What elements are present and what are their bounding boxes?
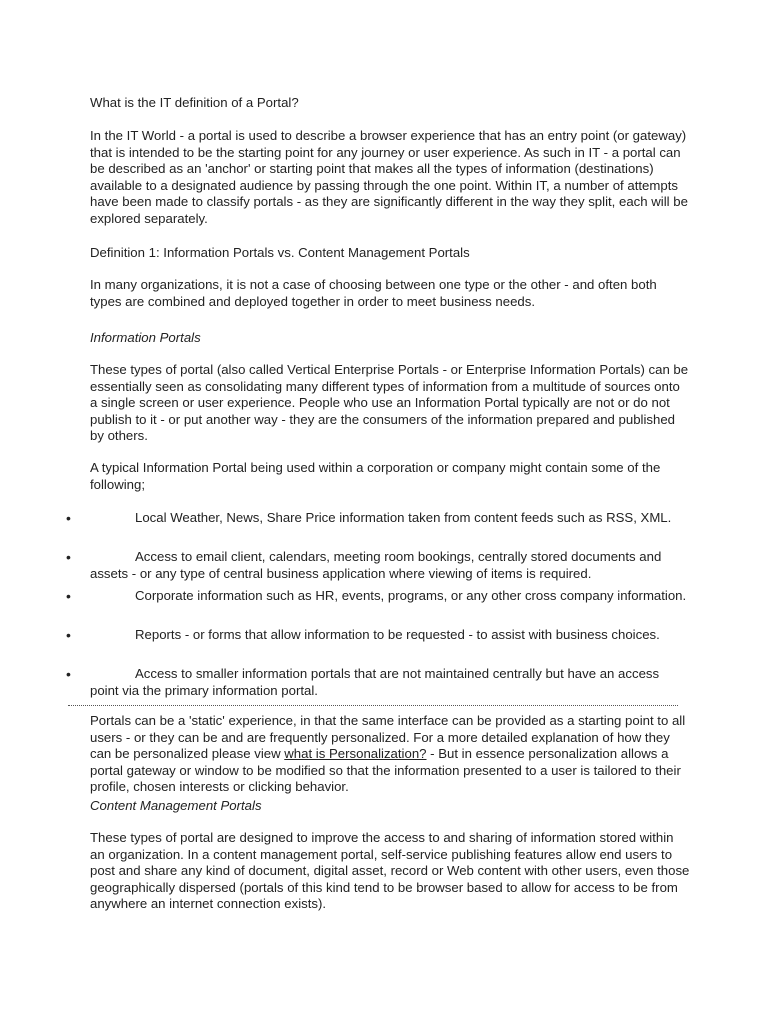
list-item-text: Local Weather, News, Share Price information taken from content feeds such as RSS, XML. (135, 510, 672, 525)
bullet-icon: • (66, 588, 71, 604)
definition-paragraph: In many organizations, it is not a case of choosing between one type or the other - and often both types are combined and deployed together in order to meet business needs. (90, 277, 657, 309)
list-item-text: Reports - or forms that allow information to be requested - to assist with business choices. (135, 627, 660, 642)
bullet-icon: • (66, 549, 71, 565)
static-experience-paragraph (90, 713, 690, 796)
list-item-text: Access to smaller information portals that are not maintained centrally but have an access point via the primary information portal. (90, 666, 660, 698)
list-item (66, 510, 690, 527)
page-title: What is the IT definition of a Portal? (90, 95, 299, 110)
personalization-link[interactable]: what is Personalization? (284, 746, 427, 762)
bullet-icon: • (66, 627, 71, 643)
typical-portal-paragraph: A typical Information Portal being used within a corporation or company might contain some of the following; (90, 460, 661, 492)
list-item (66, 588, 690, 605)
list-item-text: Access to email client, calendars, meeting room bookings, centrally stored documents and assets - or any type of central business application where viewing of items is required. (90, 549, 662, 581)
information-portals-heading: Information Portals (90, 330, 201, 345)
information-portals-paragraph: These types of portal (also called Vertical Enterprise Portals - or Enterprise Information Portals) can be essentially seen as consolidating many different types of information from a multitude of sources onto a single screen or user experience. People who use an Information Portal typically are not or do not publish to it - or put another way - they are the consumers of the information prepared and published by others. (90, 362, 689, 444)
static-text-part2: - But in essence personalization allows a portal gateway or window to be modified so that the information presented to a user is tailored to their profile, chosen interests or clicking behavior. (90, 746, 681, 795)
content-management-portals-heading: Content Management Portals (90, 798, 262, 813)
static-text-part1: Portals can be a 'static' experience, in that the same interface can be provided as a starting point to all users - or they can be and are frequently personalized. For a more detailed explanation of how they can be personalized please view (90, 713, 686, 762)
list-item (66, 666, 690, 699)
intro-paragraph: In the IT World - a portal is used to describe a browser experience that has an entry point (or gateway) that is intended to be the starting point for any journey or user experience. As such in IT - a portal can be described as an 'anchor' or starting point that makes all the types of information (destinations) available to a designated audience by passing through the one point. Within IT, a number of attempts have been made to classify portals - as they are significantly different in the way they split, each will be explored separately. (90, 128, 688, 226)
section-divider (68, 705, 678, 706)
definition-heading: Definition 1: Information Portals vs. Content Management Portals (90, 245, 470, 260)
bullet-icon: • (66, 666, 71, 682)
list-item (66, 549, 690, 582)
list-item-text: Corporate information such as HR, events, programs, or any other cross company information. (135, 588, 687, 603)
bullet-icon: • (66, 510, 71, 526)
content-management-portals-paragraph: These types of portal are designed to improve the access to and sharing of information stored within an organization. In a content management portal, self-service publishing features allow end users to post and share any kind of document, digital asset, record or Web content with other users, even those geographically dispersed (portals of this kind tend to be browser based to allow for access to be from anywhere an internet connection exists). (90, 830, 690, 912)
list-item (66, 627, 690, 644)
